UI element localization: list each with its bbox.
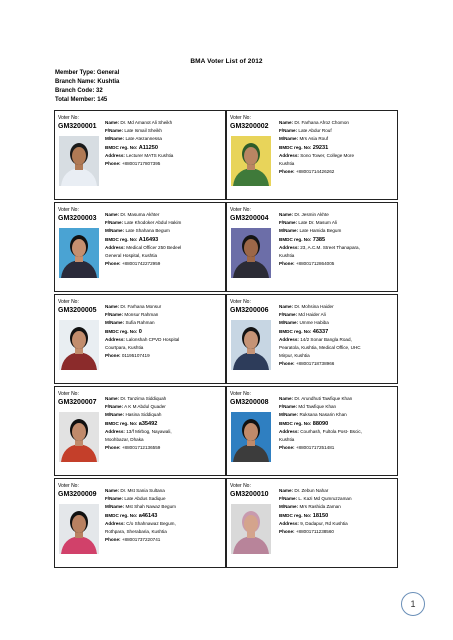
phone-line: Phone: +88001742272959: [105, 261, 161, 267]
page-number: 1: [401, 592, 425, 616]
father-name-line: F/Name: Monsur Rahman: [105, 312, 159, 318]
address-line: Address: Medical Officer 250 Bedeel: [105, 244, 182, 250]
member-details: [105, 211, 225, 268]
member-photo: [231, 320, 271, 370]
voter-no: GM3200006: [230, 307, 269, 314]
branch-code-line: Branch Code: 32: [55, 88, 103, 94]
phone-line: Phone: +88001717251481: [279, 445, 335, 451]
mother-name-line: M/Name: Late Hamida Begum: [279, 228, 342, 234]
address-line-2: Pearatola, Kushtia, Medical Office, UHC: [279, 345, 361, 351]
member-card: [54, 110, 226, 200]
voter-no-label: Voter No:: [230, 299, 251, 305]
bmdc-reg-line: BMDC reg. No: 0: [105, 328, 142, 335]
member-photo: [231, 136, 271, 186]
member-grid: [54, 110, 398, 570]
phone-line: Phone: +88001712136559: [105, 445, 161, 451]
voter-no: GM3200008: [230, 399, 269, 406]
bmdc-reg-line: BMDC reg. No: a46143: [105, 512, 158, 519]
member-card: [226, 478, 398, 568]
member-details: [279, 119, 399, 176]
address-line: Address: 14/2 Sonar Bangla Road,: [279, 336, 352, 342]
phone-line: Phone: 01195107419: [105, 353, 150, 359]
address-line-2: Kushtia: [279, 437, 295, 443]
address-line: Address: Courhash, Fultola Post- Bscic,: [279, 428, 362, 434]
member-card: [226, 294, 398, 384]
member-type-line: Member Type: General: [55, 70, 120, 76]
voter-no-label: Voter No:: [58, 483, 79, 489]
voter-no: GM3200002: [230, 123, 269, 130]
voter-no-label: Voter No:: [58, 299, 79, 305]
address-line: Address: 9, Dadapur, Rd Kushtia: [279, 520, 348, 526]
member-card: [226, 110, 398, 200]
bmdc-reg-line: BMDC reg. No: 88090: [279, 420, 329, 427]
father-name-line: F/Name: L. Kazi Md Qumruzzaman: [279, 496, 352, 502]
phone-line: Phone: +88001714426262: [279, 169, 335, 175]
member-details: [279, 211, 399, 268]
member-card: [54, 294, 226, 384]
address-line-2: Rothpara, Sherabaria, Kushtia: [105, 529, 167, 535]
voter-no-label: Voter No:: [58, 207, 79, 213]
father-name-line: F/Name: Md Haider Ali: [279, 312, 326, 318]
member-card: [226, 202, 398, 292]
mother-name-line: M/Name: Sufia Rahman: [105, 320, 155, 326]
voter-no-label: Voter No:: [230, 207, 251, 213]
father-name-line: F/Name: Late Ismail Sheikh: [105, 128, 162, 134]
voter-no: GM3200007: [58, 399, 97, 406]
member-photo: [231, 504, 271, 554]
member-photo: [59, 320, 99, 370]
member-details: [279, 395, 399, 452]
member-row: [54, 202, 398, 292]
member-details: [105, 395, 225, 452]
list-title: BMA Voter List of 2012: [190, 58, 263, 65]
bmdc-reg-line: BMDC reg. No: A16493: [105, 236, 159, 243]
phone-line: Phone: +88001718738966: [279, 361, 335, 367]
member-details: [279, 487, 399, 536]
mother-name-line: M/Name: Umme Habiba: [279, 320, 329, 326]
mother-name-line: M/Name: Mst Shah Nawaz Begum: [105, 504, 176, 510]
mother-name-line: M/Name: Mrs Rashida Zaman: [279, 504, 341, 510]
father-name-line: F/Name: Md Tawfique Khan: [279, 404, 337, 410]
member-photo: [59, 228, 99, 278]
voter-no: GM3200004: [230, 215, 269, 222]
name-line: Name: Dr. Arundhuti Tawfique Khan: [279, 396, 353, 401]
voter-no: GM3200010: [230, 491, 269, 498]
father-name-line: F/Name: Late Abdus Sadique: [105, 496, 166, 502]
member-row: [54, 386, 398, 476]
bmdc-reg-line: BMDC reg. No: 7385: [279, 236, 326, 243]
address-line: Address: Sono Tower, College More: [279, 152, 354, 158]
address-line: Address: 13/f Mirbog, Nayawali,: [105, 428, 172, 434]
member-photo: [59, 136, 99, 186]
member-photo: [59, 504, 99, 554]
member-card: [226, 386, 398, 476]
phone-line: Phone: +88001717807395: [105, 161, 161, 167]
mother-name-line: M/Name: Ruksana Nasarin Khan: [279, 412, 347, 418]
bmdc-reg-line: BMDC reg. No: A11250: [105, 144, 158, 151]
member-photo: [231, 412, 271, 462]
address-line-2: General Hospital, Kushtia: [105, 253, 158, 259]
bmdc-reg-line: BMDC reg. No: 46337: [279, 328, 329, 335]
voter-no: GM3200001: [58, 123, 97, 130]
father-name-line: F/Name: A K M Abdul Quader: [105, 404, 166, 410]
name-line: Name: Dr. Tanzima Siddiquah: [105, 396, 167, 401]
address-line-2: Courtpara, Kushtia: [105, 345, 144, 351]
voter-no-label: Voter No:: [230, 115, 251, 121]
member-row: [54, 478, 398, 568]
bmdc-reg-line: BMDC reg. No: 29231: [279, 144, 329, 151]
voter-no-label: Voter No:: [58, 115, 79, 121]
mother-name-line: M/Name: Late Atezannessa: [105, 136, 162, 142]
member-card: [54, 386, 226, 476]
father-name-line: F/Name: Late Dr. Masum Ali: [279, 220, 337, 226]
member-details: [105, 303, 225, 360]
voter-no: GM3200003: [58, 215, 97, 222]
address-line-2: Moohbazar, Dhaka: [105, 437, 144, 443]
mother-name-line: M/Name: Mrs Asia Rouf: [279, 136, 329, 142]
address-line: Address: Lecturer MATS Kushtia: [105, 152, 174, 158]
name-line: Name: Dr. Md Amanot Ali Sheikh: [105, 120, 173, 125]
bmdc-reg-line: BMDC reg. No: 18150: [279, 512, 329, 519]
voter-no-label: Voter No:: [230, 483, 251, 489]
mother-name-line: M/Name: Late Shahana Begum: [105, 228, 170, 234]
member-row: [54, 110, 398, 200]
voter-no-label: Voter No:: [58, 391, 79, 397]
member-details: [279, 303, 399, 369]
member-photo: [59, 412, 99, 462]
address-line: Address: 23, A.C.M. Street Thanapara,: [279, 244, 360, 250]
phone-line: Phone: +88001711238560: [279, 529, 334, 535]
total-member-line: Total Member: 145: [55, 97, 108, 103]
address-line: Address: C/o Shahnawaz Begum,: [105, 520, 176, 526]
member-card: [54, 478, 226, 568]
father-name-line: F/Name: Late Khodoker Abdul Hakim: [105, 220, 182, 226]
phone-line: Phone: +88001712864005: [279, 261, 335, 267]
name-line: Name: Dr. Mst Sania Sultana: [105, 488, 165, 493]
voter-no: GM3200009: [58, 491, 97, 498]
member-photo: [231, 228, 271, 278]
name-line: Name: Dr. Mohsina Haider: [279, 304, 334, 309]
member-row: [54, 294, 398, 384]
bmdc-reg-line: BMDC reg. No: a35492: [105, 420, 158, 427]
voter-no: GM3200005: [58, 307, 97, 314]
address-line-2: Kushtia: [279, 161, 295, 167]
phone-line: Phone: +88001737220741: [105, 537, 161, 543]
mother-name-line: M/Name: Hasina Siddiquah: [105, 412, 162, 418]
name-line: Name: Dr. Masuma Akhter: [105, 212, 160, 217]
branch-name-line: Branch Name: Kushtia: [55, 79, 120, 85]
member-card: [54, 202, 226, 292]
father-name-line: F/Name: Late Abdur Rouf: [279, 128, 332, 134]
address-line-3: Mirpur, Kushtia: [279, 353, 310, 359]
name-line: Name: Dr. Farhana Afroz Chomon: [279, 120, 349, 125]
address-line: Address: Lalonshah CPVD Hospital: [105, 336, 180, 342]
member-details: [105, 487, 225, 544]
name-line: Name: Dr. Jesmin Akhte: [279, 212, 329, 217]
name-line: Name: Dr. Farhana Monsur: [105, 304, 162, 309]
name-line: Name: Dr. Zebun Nahar: [279, 488, 329, 493]
voter-no-label: Voter No:: [230, 391, 251, 397]
member-details: [105, 119, 225, 168]
address-line-2: Kushtia: [279, 253, 295, 259]
